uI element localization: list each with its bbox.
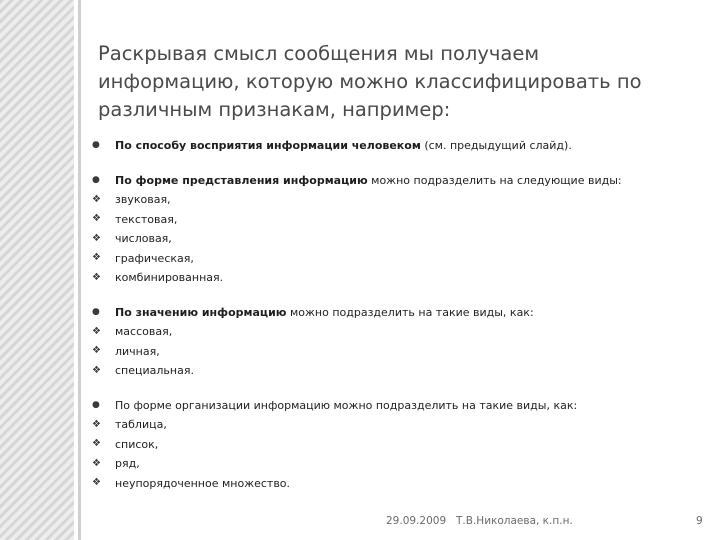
list-item-text: таблица, xyxy=(115,418,167,431)
decorative-rail-line xyxy=(78,0,81,540)
circle-bullet-icon: ● xyxy=(92,306,100,317)
lead-rest-text: По форме организации информацию можно подразделить на такие виды, как: xyxy=(115,398,578,412)
diamond-bullet-icon: ❖ xyxy=(92,325,101,337)
list-item-text: неупорядоченное множество. xyxy=(115,476,291,490)
list-item-text: массовая, xyxy=(115,325,173,338)
circle-bullet-icon: ● xyxy=(92,399,100,410)
list-item-text: список, xyxy=(115,437,159,451)
group-lead xyxy=(92,396,692,416)
title-line-3: различным признакам, например: xyxy=(98,98,451,121)
title-line-1: Раскрывая смысл сообщения мы получаем xyxy=(98,42,540,65)
group-lead xyxy=(92,136,692,156)
group-lead xyxy=(92,303,692,323)
classification-group xyxy=(92,396,692,494)
list-item-text: ряд, xyxy=(115,457,140,470)
lead-bold-text: По значению информацию xyxy=(115,305,287,319)
lead-rest-text: (см. предыдущий слайд). xyxy=(420,139,572,152)
list-item xyxy=(92,361,692,381)
lead-bold-text: По форме представления информацию xyxy=(115,173,368,187)
list-item-text: числовая, xyxy=(115,232,172,245)
list-item-text: графическая, xyxy=(115,251,194,265)
lead-rest-text: можно подразделить на такие виды, как: xyxy=(286,305,534,319)
diamond-bullet-icon: ❖ xyxy=(92,457,101,469)
decorative-left-stripes xyxy=(0,0,74,540)
list-item xyxy=(92,415,692,435)
list-item xyxy=(92,322,692,342)
diamond-bullet-icon: ❖ xyxy=(92,477,101,489)
list-item-text: текстовая, xyxy=(115,212,178,226)
diamond-bullet-icon: ❖ xyxy=(92,271,101,283)
slide-page-number: 9 xyxy=(696,515,703,527)
lead-rest-text: можно подразделить на следующие виды: xyxy=(367,173,622,187)
list-item-text: специальная. xyxy=(115,364,194,377)
list-item xyxy=(92,474,692,494)
list-item xyxy=(92,435,692,455)
list-item xyxy=(92,210,692,230)
list-item xyxy=(92,229,692,249)
list-item xyxy=(92,342,692,362)
diamond-bullet-icon: ❖ xyxy=(92,345,101,357)
list-item xyxy=(92,249,692,269)
diamond-bullet-icon: ❖ xyxy=(92,418,101,430)
list-item xyxy=(92,190,692,210)
title-line-2: информацию, которую можно классифицировать по xyxy=(98,70,642,93)
group-lead xyxy=(92,171,692,191)
diamond-bullet-icon: ❖ xyxy=(92,193,101,205)
classification-group xyxy=(92,303,692,381)
circle-bullet-icon: ● xyxy=(92,174,100,185)
diamond-bullet-icon: ❖ xyxy=(92,364,101,376)
slide-title xyxy=(98,40,698,124)
footer-author: Т.В.Николаева, к.п.н. xyxy=(456,515,573,527)
list-item xyxy=(92,454,692,474)
classification-group xyxy=(92,171,692,288)
bullet-content xyxy=(92,136,692,508)
footer-date: 29.09.2009 xyxy=(386,515,447,527)
diamond-bullet-icon: ❖ xyxy=(92,252,101,264)
diamond-bullet-icon: ❖ xyxy=(92,438,101,450)
classification-group xyxy=(92,136,692,156)
list-item-text: звуковая, xyxy=(115,193,171,206)
list-item-text: комбинированная. xyxy=(115,271,224,284)
lead-bold-text: По способу восприятия информации человеком xyxy=(115,139,421,152)
list-item-text: личная, xyxy=(115,344,160,358)
list-item xyxy=(92,268,692,288)
circle-bullet-icon: ● xyxy=(92,140,100,151)
diamond-bullet-icon: ❖ xyxy=(92,213,101,225)
diamond-bullet-icon: ❖ xyxy=(92,232,101,244)
